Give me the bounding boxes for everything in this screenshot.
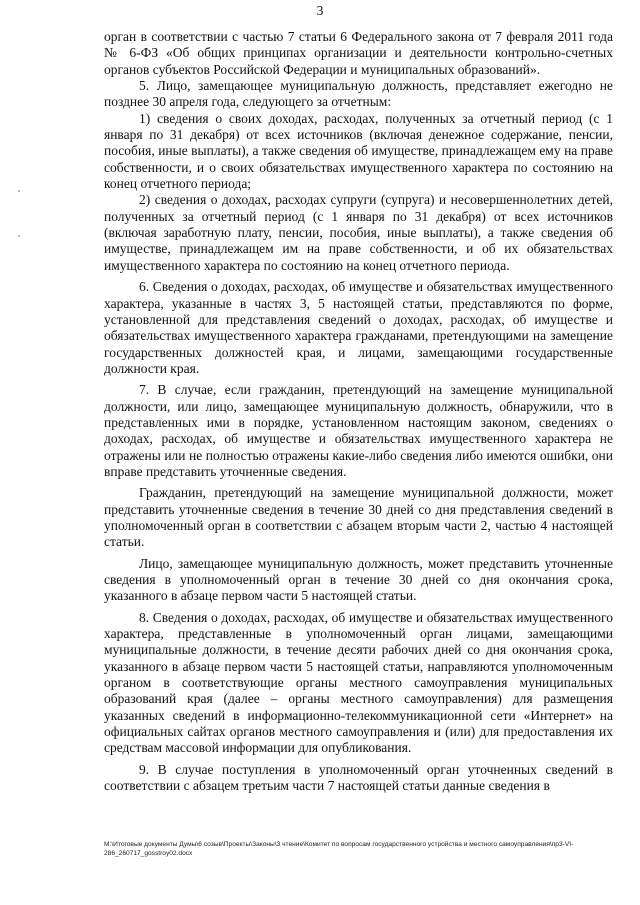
paragraph-continuation: орган в соответствии с частью 7 статьи 6 Федерального закона от 7 февраля 2011 года № 6-ФЗ «Об общих принципах организации и деятельности контрольно-счетных органов субъектов Российской Федерации и муниципальных образований». bbox=[104, 29, 613, 77]
paragraph-5: 5. Лицо, замещающее муниципальную должность, представляет ежегодно не позднее 30 апреля года, следующего за отчетным: bbox=[104, 78, 613, 110]
margin-speck bbox=[18, 190, 20, 192]
document-body bbox=[104, 29, 613, 794]
margin-speck bbox=[18, 235, 20, 237]
paragraph-7: 7. В случае, если гражданин, претендующий на замещение муниципальной должности, или лицо, замещающее муниципальную должность, обнаружили, что в представленных ими в порядке, установленном настоящим законом, сведениях о доходах, расходах, об имуществе и обязательствах имущественного характера не отражены или не полностью отражены какие-либо сведения либо имеются ошибки, они вправе представить уточненные сведения. bbox=[104, 382, 613, 479]
paragraph-8: 8. Сведения о доходах, расходах, об имуществе и обязательствах имущественного характера, представленные в уполномоченный орган лицами, замещающими муниципальные должности, в течение десяти рабочих дней со дня окончания срока, указанного в абзаце первом части 5 настоящей статьи, направляются уполномоченным органом в соответствующие органы местного самоуправления муниципальных образований края (далее – органы местного самоуправления) для размещения указанных сведений в информационно-телекоммуникационной сети «Интернет» на официальных сайтах органов местного самоуправления и (или) для предоставления их средствам массовой информации для опубликования. bbox=[104, 609, 613, 756]
paragraph-7-citizen: Гражданин, претендующий на замещение муниципальной должности, может представить уточненные сведения в течение 30 дней со дня представления сведений в уполномоченный орган в соответствии с абзацем вторым части 2, частью 4 настоящей статьи. bbox=[104, 485, 613, 550]
paragraph-7-official: Лицо, замещающее муниципальную должность, может представить уточненные сведения в уполномоченный орган в течение 30 дней со дня окончания срока, указанного в абзаце первом части 5 настоящей статьи. bbox=[104, 555, 613, 604]
paragraph-6: 6. Сведения о доходах, расходах, об имуществе и обязательствах имущественного характера, указанные в частях 3, 5 настоящей статьи, представляются по форме, установленной для представления сведений о доходах, расходах, об имуществе и обязательствах имущественного характера гражданами, претендующими на замещение государственных должностей края, и лицами, замещающими государственные должности края. bbox=[104, 279, 613, 376]
paragraph-9: 9. В случае поступления в уполномоченный орган уточненных сведений в соответствии с абзацем третьим части 7 настоящей статьи данные сведения в bbox=[104, 761, 613, 794]
paragraph-5-item-1: 1) сведения о своих доходах, расходах, полученных за отчетный период (с 1 января по 31 декабря) от всех источников (включая денежное содержание, пенсии, пособия, иные выплаты), а также сведения об имуществе, принадлежащем ему на праве собственности, и о своих обязательствах имущественного характера по состоянию на конец отчетного периода; bbox=[104, 110, 613, 192]
paragraph-5-item-2: 2) сведения о доходах, расходах супруги (супруга) и несовершеннолетних детей, полученных за отчетный период (с 1 января по 31 декабря) от всех источников (включая заработную плату, пенсии, пособия, иные выплаты), а также сведения об имуществе, принадлежащем им на праве собственности, и об их обязательствах имущественного характера по состоянию на конец отчетного периода. bbox=[104, 192, 613, 273]
file-path-footer: M:\Итоговые документы Думы\6 созыв\Проекты\Законы\3 чтение\Комитет по вопросам государственного устройства и местного самоуправления\пр3-VI-286_260717_gosstroy02.docx bbox=[104, 841, 574, 857]
page-number: 3 bbox=[316, 3, 324, 18]
